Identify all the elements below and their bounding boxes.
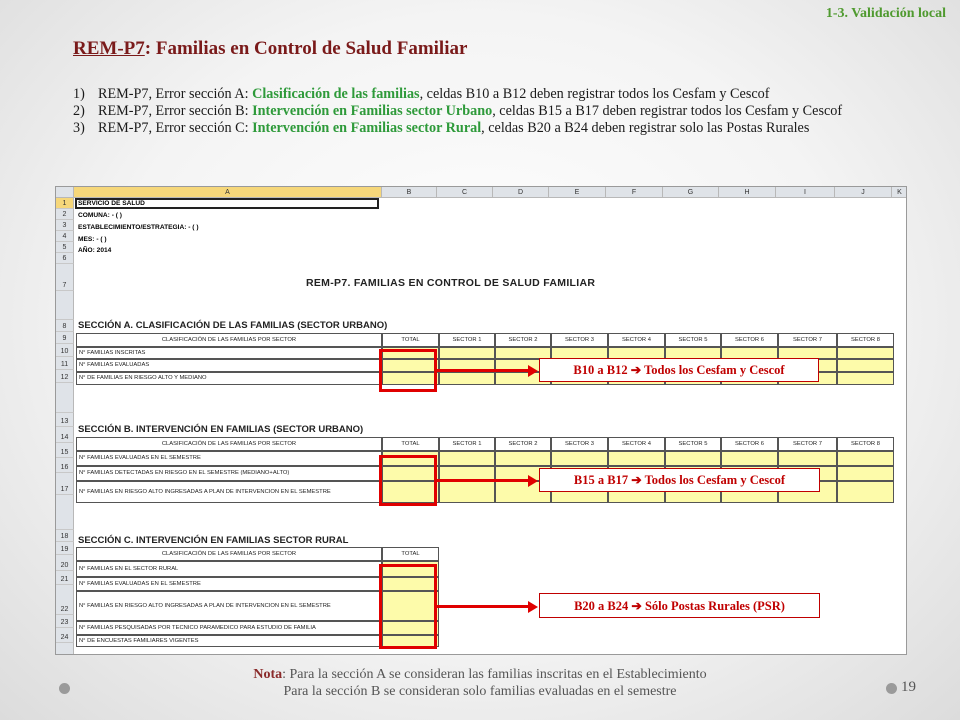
left-bullet-dot bbox=[59, 683, 70, 694]
arrow-line-b bbox=[437, 479, 529, 482]
row-label-cell[interactable]: N° FAMILIAS EVALUADAS EN EL SEMESTRE bbox=[76, 577, 382, 591]
error-list bbox=[73, 86, 923, 137]
header-establecimiento: ESTABLECIMIENTO/ESTRATEGIA: - ( ) bbox=[78, 224, 199, 231]
row-header-7[interactable]: 7 bbox=[56, 264, 74, 291]
row-header-13[interactable]: 13 bbox=[56, 413, 74, 427]
callout-section-c: B20 a B24 ➔ Sólo Postas Rurales (PSR) bbox=[539, 593, 820, 618]
table-row bbox=[76, 451, 894, 466]
arrow-head-b-icon bbox=[528, 475, 538, 487]
sec_a-header-cell[interactable]: SECTOR 5 bbox=[665, 333, 721, 347]
row-header-8[interactable]: 8 bbox=[56, 320, 74, 332]
section-c-title: SECCIÓN C. INTERVENCIÓN EN FAMILIAS SECTOR RURAL bbox=[78, 535, 349, 546]
sec_c-header-cell[interactable]: CLASIFICACIÓN DE LAS FAMILIAS POR SECTOR bbox=[76, 547, 382, 561]
data-cell[interactable] bbox=[382, 635, 439, 647]
row-label-cell[interactable]: N° FAMILIAS PESQUISADAS POR TECNICO PARAMEDICO PARA ESTUDIO DE FAMILIA bbox=[76, 621, 382, 635]
title-rest: : Familias en Control de Salud Familiar bbox=[144, 38, 468, 59]
column-header-i[interactable]: I bbox=[776, 187, 835, 198]
column-header-a[interactable]: A bbox=[74, 187, 382, 198]
row-header-16[interactable]: 16 bbox=[56, 458, 74, 473]
row-label-cell[interactable]: N° FAMILIAS DETECTADAS EN RIESGO EN EL SEMESTRE (MEDIANO+ALTO) bbox=[76, 466, 382, 481]
header-servicio: SERVICIO DE SALUD bbox=[78, 200, 145, 207]
data-cell[interactable] bbox=[721, 451, 778, 466]
column-header-b[interactable]: B bbox=[382, 187, 437, 198]
arrow-line-c bbox=[437, 605, 529, 608]
column-header-h[interactable]: H bbox=[719, 187, 776, 198]
sec_b-header-cell[interactable]: SECTOR 2 bbox=[495, 437, 551, 451]
table-row bbox=[76, 561, 439, 577]
data-cell[interactable] bbox=[382, 591, 439, 621]
row-header-11[interactable]: 11 bbox=[56, 357, 74, 370]
sec_b-header-cell[interactable]: SECTOR 3 bbox=[551, 437, 608, 451]
section-label: 1-3. Validación local bbox=[825, 6, 946, 21]
column-header-j[interactable]: J bbox=[835, 187, 892, 198]
error-highlight: Intervención en Familias sector Urbano bbox=[252, 103, 493, 119]
title-code: REM-P7 bbox=[73, 38, 145, 59]
header-mes: MES: - ( ) bbox=[78, 236, 107, 243]
data-cell[interactable] bbox=[382, 466, 439, 481]
error-suffix: , celdas B15 a B17 deben registrar todos los Cesfam y Cescof bbox=[492, 103, 843, 119]
spreadsheet-screenshot bbox=[55, 186, 907, 655]
data-cell[interactable] bbox=[837, 359, 894, 372]
row-header-4[interactable]: 4 bbox=[56, 231, 74, 242]
data-cell[interactable] bbox=[382, 451, 439, 466]
error-number: 1) bbox=[73, 86, 85, 102]
error-prefix: REM-P7, Error sección B: bbox=[98, 103, 253, 119]
row-header-19[interactable]: 19 bbox=[56, 542, 74, 555]
sec_b-header-cell[interactable]: SECTOR 1 bbox=[439, 437, 495, 451]
footnote-line-1 bbox=[0, 666, 960, 683]
data-cell[interactable] bbox=[837, 466, 894, 481]
error-prefix: REM-P7, Error sección A: bbox=[98, 86, 253, 102]
error-text bbox=[98, 86, 923, 103]
row-header-18[interactable]: 18 bbox=[56, 530, 74, 542]
error-item-1 bbox=[73, 86, 923, 103]
arrow-head-a-icon bbox=[528, 365, 538, 377]
row-label-cell[interactable]: N° FAMILIAS EVALUADAS EN EL SEMESTRE bbox=[76, 451, 382, 466]
row-header-3[interactable]: 3 bbox=[56, 220, 74, 231]
sec_b-header-cell[interactable]: SECTOR 5 bbox=[665, 437, 721, 451]
data-cell[interactable] bbox=[837, 481, 894, 503]
column-header-e[interactable]: E bbox=[549, 187, 606, 198]
column-header-g[interactable]: G bbox=[663, 187, 719, 198]
row-header-gap bbox=[56, 495, 74, 530]
table-row bbox=[76, 577, 439, 591]
sec_b-header-cell[interactable]: TOTAL bbox=[382, 437, 439, 451]
sec_a-header-cell[interactable]: SECTOR 6 bbox=[721, 333, 778, 347]
data-cell[interactable] bbox=[439, 481, 495, 503]
slide-title bbox=[73, 38, 467, 60]
row-header-24[interactable]: 24 bbox=[56, 628, 74, 643]
sec_a-header-cell[interactable]: CLASIFICACIÓN DE LAS FAMILIAS POR SECTOR bbox=[76, 333, 382, 347]
row-header-gap bbox=[56, 643, 74, 655]
data-cell[interactable] bbox=[439, 451, 495, 466]
row-label-cell[interactable]: N° FAMILIAS EN EL SECTOR RURAL bbox=[76, 561, 382, 577]
row-header-23[interactable]: 23 bbox=[56, 615, 74, 628]
sec_a-header-cell[interactable]: TOTAL bbox=[382, 333, 439, 347]
row-header-1[interactable]: 1 bbox=[56, 198, 74, 209]
sec_b-header-row bbox=[76, 437, 894, 451]
data-cell[interactable] bbox=[495, 451, 551, 466]
footnote-text-1: : Para la sección A se consideran las familias inscritas en el Establecimiento bbox=[282, 667, 707, 682]
sec_a-header-cell[interactable]: SECTOR 7 bbox=[778, 333, 837, 347]
footnote-line-2: Para la sección B se consideran solo familias evaluadas en el semestre bbox=[283, 684, 677, 699]
sec_a-header-cell[interactable]: SECTOR 4 bbox=[608, 333, 665, 347]
row-label-cell[interactable]: N° DE FAMILIAS EN RIESGO ALTO Y MEDIANO bbox=[76, 372, 382, 385]
row-header-6[interactable]: 6 bbox=[56, 253, 74, 264]
error-text bbox=[98, 103, 923, 120]
sec_a-header-cell[interactable]: SECTOR 2 bbox=[495, 333, 551, 347]
column-header-f[interactable]: F bbox=[606, 187, 663, 198]
error-prefix: REM-P7, Error sección C: bbox=[98, 120, 253, 136]
row-header-12[interactable]: 12 bbox=[56, 370, 74, 383]
sec_b-header-cell[interactable]: CLASIFICACIÓN DE LAS FAMILIAS POR SECTOR bbox=[76, 437, 382, 451]
table-row bbox=[76, 591, 439, 621]
data-cell[interactable] bbox=[551, 451, 608, 466]
sec_b-header-cell[interactable]: SECTOR 8 bbox=[837, 437, 894, 451]
sec_c-header-cell[interactable]: TOTAL bbox=[382, 547, 439, 561]
sec_a-header-row bbox=[76, 333, 894, 347]
sec_a-header-cell[interactable]: SECTOR 8 bbox=[837, 333, 894, 347]
error-highlight: Intervención en Familias sector Rural bbox=[252, 120, 482, 136]
sheet-main-title: REM-P7. FAMILIAS EN CONTROL DE SALUD FAMILIAR bbox=[306, 277, 596, 289]
error-suffix: , celdas B20 a B24 deben registrar solo las Postas Rurales bbox=[481, 120, 810, 136]
sec_c-header-row bbox=[76, 547, 439, 561]
data-cell[interactable] bbox=[837, 451, 894, 466]
header-anio: AÑO: 2014 bbox=[78, 247, 112, 254]
data-cell[interactable] bbox=[382, 561, 439, 577]
row-header-gap bbox=[56, 383, 74, 413]
row-header-9[interactable]: 9 bbox=[56, 332, 74, 344]
data-cell[interactable] bbox=[778, 451, 837, 466]
table-row bbox=[76, 621, 439, 635]
footnote-label: Nota bbox=[253, 667, 283, 682]
data-cell[interactable] bbox=[382, 372, 439, 385]
sec_b-header-cell[interactable]: SECTOR 7 bbox=[778, 437, 837, 451]
error-highlight: Clasificación de las familias bbox=[252, 86, 420, 102]
column-header-k[interactable]: K bbox=[892, 187, 907, 198]
column-header-d[interactable]: D bbox=[493, 187, 549, 198]
select-all-corner[interactable] bbox=[56, 187, 74, 198]
row-header-22[interactable]: 22 bbox=[56, 585, 74, 615]
error-suffix: , celdas B10 a B12 deben registrar todos los Cesfam y Cescof bbox=[419, 86, 770, 102]
column-header-c[interactable]: C bbox=[437, 187, 493, 198]
section-a-title: SECCIÓN A. CLASIFICACIÓN DE LAS FAMILIAS (SECTOR URBANO) bbox=[78, 320, 388, 331]
sec_b-header-cell[interactable]: SECTOR 4 bbox=[608, 437, 665, 451]
data-cell[interactable] bbox=[439, 372, 495, 385]
row-header-17[interactable]: 17 bbox=[56, 473, 74, 495]
row-header-5[interactable]: 5 bbox=[56, 242, 74, 253]
row-header-14[interactable]: 14 bbox=[56, 427, 74, 443]
row-header-2[interactable]: 2 bbox=[56, 209, 74, 220]
arrow-head-c-icon bbox=[528, 601, 538, 613]
error-number: 2) bbox=[73, 103, 85, 119]
sec_a-header-cell[interactable]: SECTOR 3 bbox=[551, 333, 608, 347]
data-cell[interactable] bbox=[382, 347, 439, 359]
row-label-cell[interactable]: N° FAMILIAS INSCRITAS bbox=[76, 347, 382, 359]
callout-section-b: B15 a B17 ➔ Todos los Cesfam y Cescof bbox=[539, 468, 820, 492]
table-row bbox=[76, 635, 439, 647]
row-header-gap bbox=[56, 291, 74, 320]
data-cell[interactable] bbox=[382, 481, 439, 503]
error-number: 3) bbox=[73, 120, 85, 136]
right-bullet-dot bbox=[886, 683, 897, 694]
row-label-cell[interactable]: N° FAMILIAS EVALUADAS bbox=[76, 359, 382, 372]
footnote bbox=[0, 666, 960, 700]
data-cell[interactable] bbox=[665, 451, 721, 466]
row-label-cell[interactable]: N° FAMILIAS EN RIESGO ALTO INGRESADAS A PLAN DE INTERVENCION EN EL SEMESTRE bbox=[76, 481, 382, 503]
row-header-10[interactable]: 10 bbox=[56, 344, 74, 357]
data-cell[interactable] bbox=[439, 347, 495, 359]
sec_b-header-cell[interactable]: SECTOR 6 bbox=[721, 437, 778, 451]
data-cell[interactable] bbox=[837, 372, 894, 385]
data-cell[interactable] bbox=[382, 359, 439, 372]
data-cell[interactable] bbox=[837, 347, 894, 359]
row-header-15[interactable]: 15 bbox=[56, 443, 74, 458]
error-text bbox=[98, 120, 923, 137]
row-header-21[interactable]: 21 bbox=[56, 571, 74, 585]
sec_a-header-cell[interactable]: SECTOR 1 bbox=[439, 333, 495, 347]
row-label-cell[interactable]: N° DE ENCUESTAS FAMILIARES VIGENTES bbox=[76, 635, 382, 647]
data-cell[interactable] bbox=[382, 577, 439, 591]
section-b-title: SECCIÓN B. INTERVENCIÓN EN FAMILIAS (SECTOR URBANO) bbox=[78, 424, 364, 435]
row-header-20[interactable]: 20 bbox=[56, 555, 74, 571]
page-number: 19 bbox=[901, 679, 916, 695]
header-comuna: COMUNA: - ( ) bbox=[78, 212, 122, 219]
callout-section-a: B10 a B12 ➔ Todos los Cesfam y Cescof bbox=[539, 358, 819, 382]
row-label-cell[interactable]: N° FAMILIAS EN RIESGO ALTO INGRESADAS A PLAN DE INTERVENCION EN EL SEMESTRE bbox=[76, 591, 382, 621]
data-cell[interactable] bbox=[382, 621, 439, 635]
arrow-line-a bbox=[437, 369, 529, 372]
error-item-3 bbox=[73, 120, 923, 137]
error-item-2 bbox=[73, 103, 923, 120]
data-cell[interactable] bbox=[608, 451, 665, 466]
